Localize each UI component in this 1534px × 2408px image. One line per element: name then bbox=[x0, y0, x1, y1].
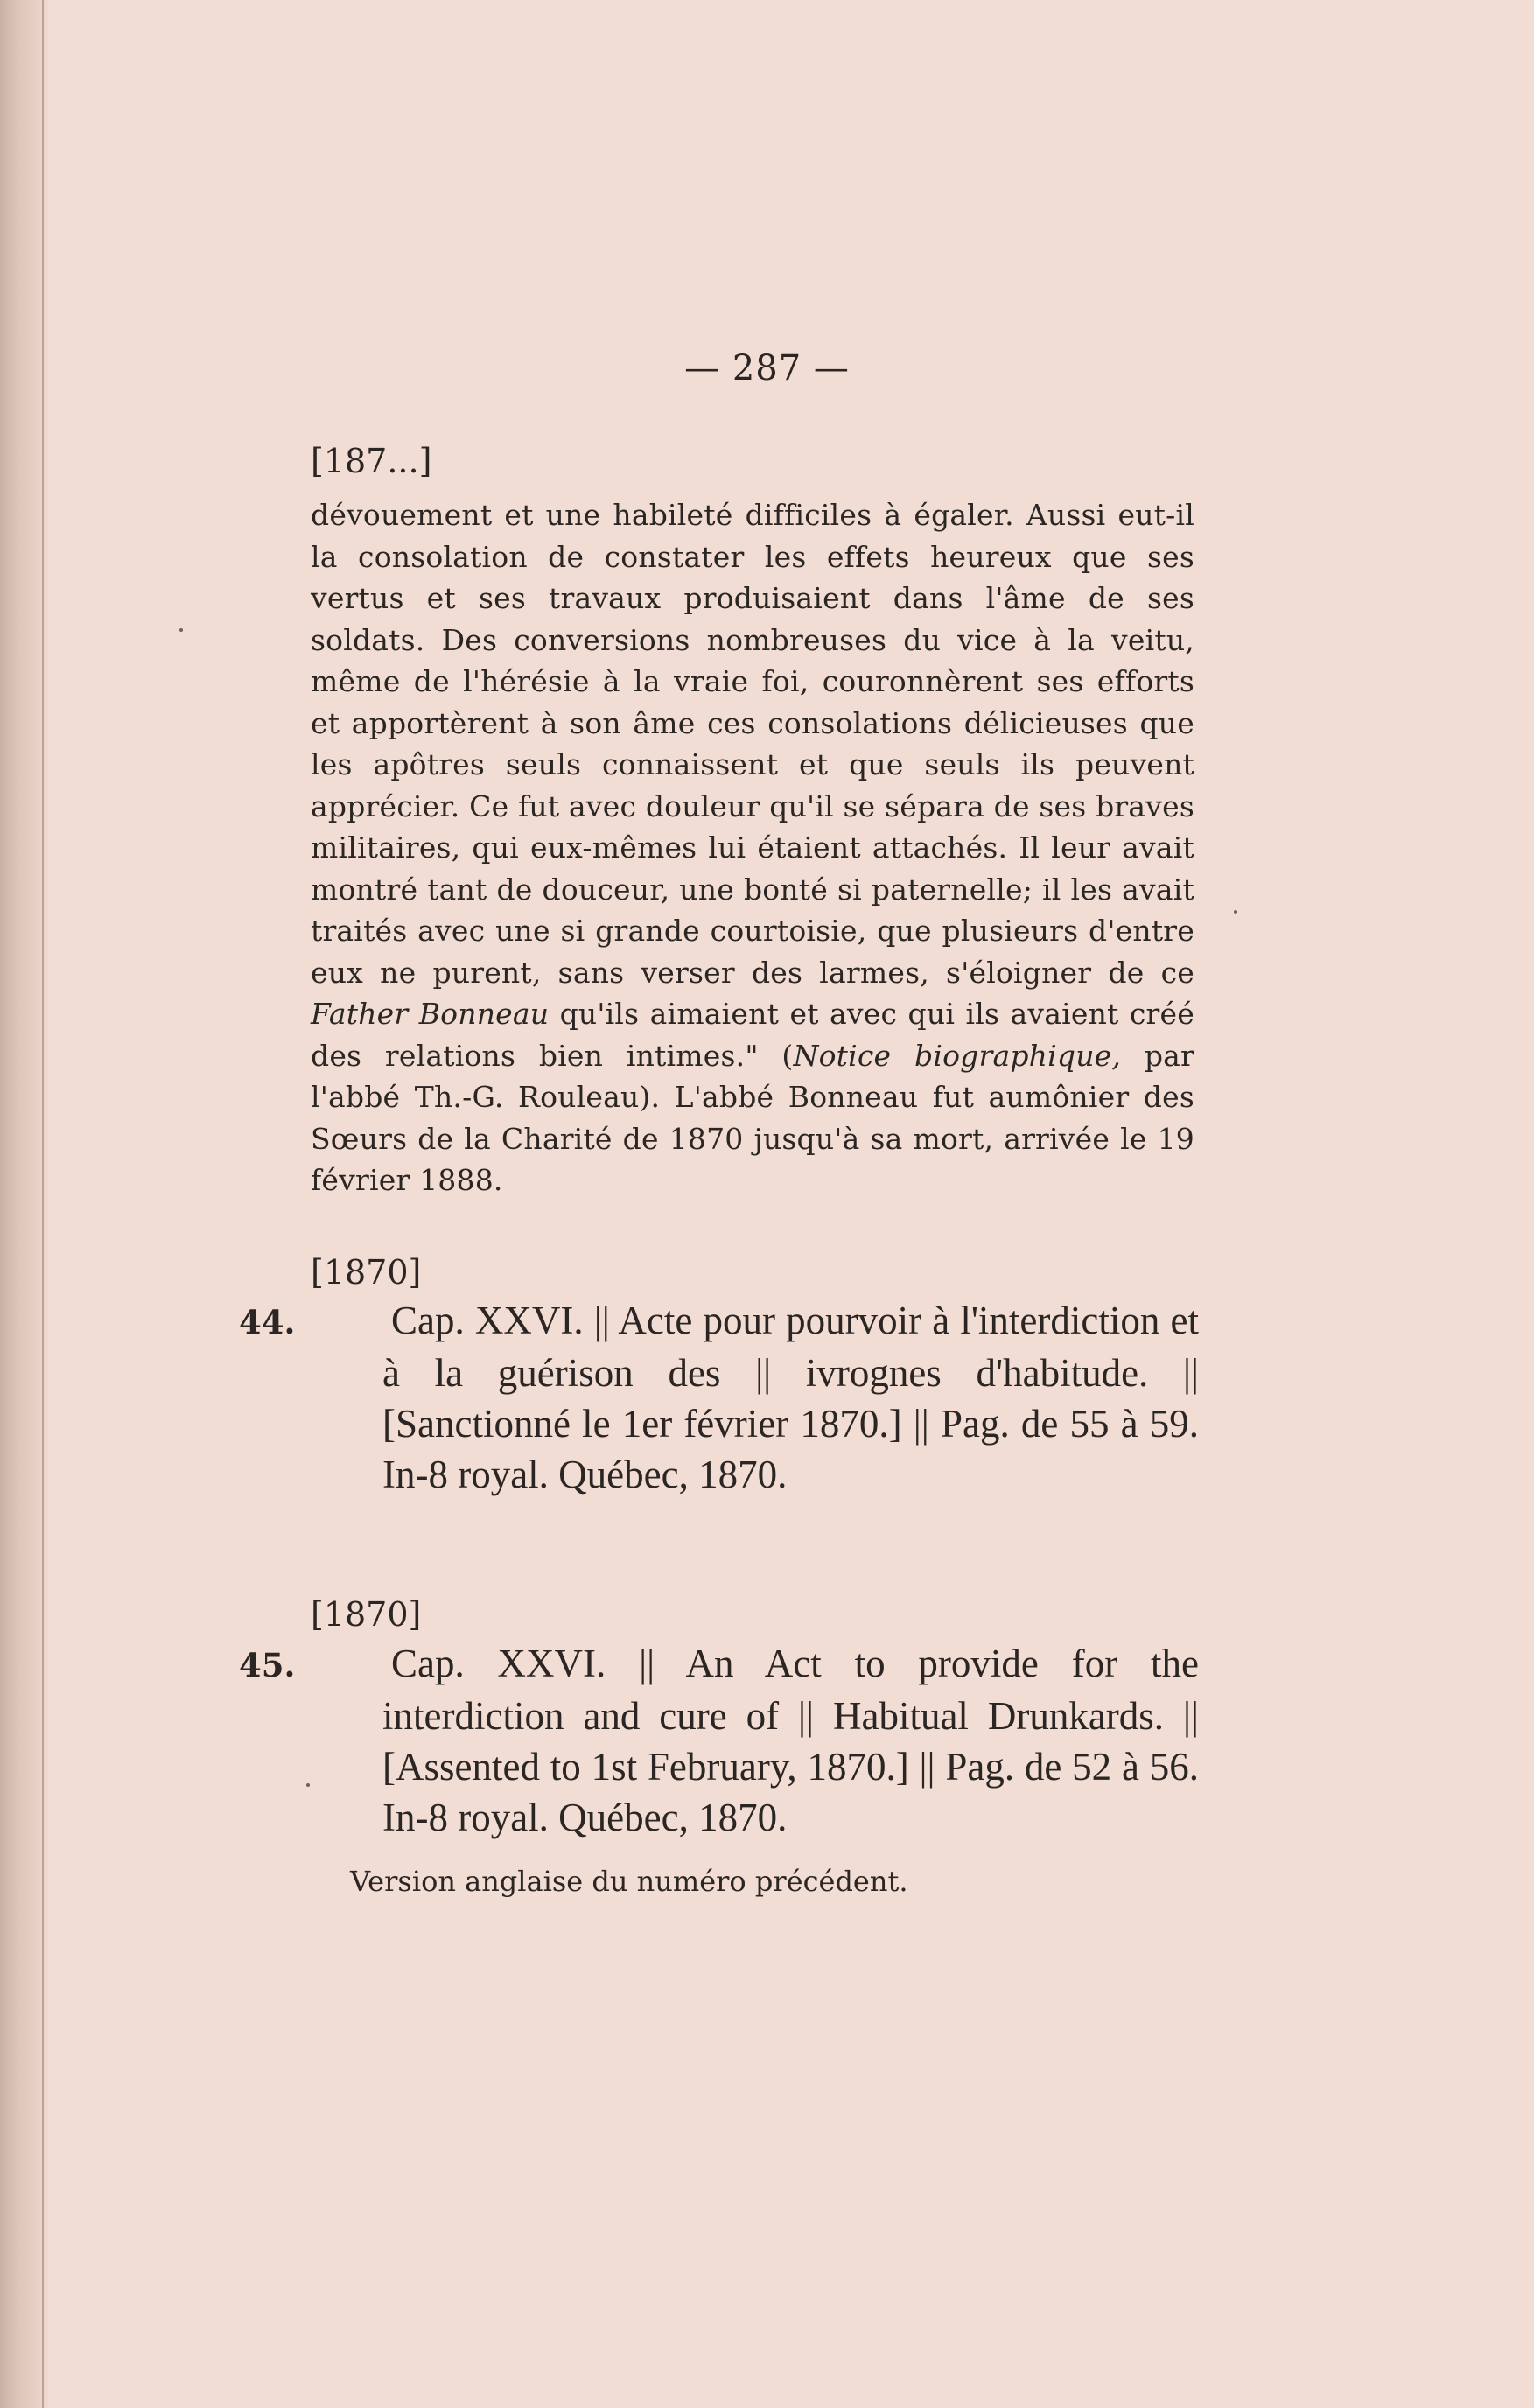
entry-44 bbox=[239, 1295, 1199, 1500]
entry-45 bbox=[239, 1638, 1199, 1843]
paper-speck bbox=[306, 1783, 310, 1787]
page-number: — 287 — bbox=[684, 348, 850, 388]
entry-45-date-bracket: [1870] bbox=[311, 1595, 422, 1634]
entry-45-text: Cap. XXVI. || An Act to provide for the interdiction and cure of || Habitual Drunkards. || [Assented to 1st February, 1870.] || Pag. de 52 à 56. In-8 royal. Québec, 1870. bbox=[382, 1642, 1199, 1839]
notice-text-part-1: dévouement et une habileté difficiles à égaler. Aussi eut-il la consolation de constater les effets heureux que ses vertus et ses travaux produisaient dans l'âme de ses soldats. Des conversions nombreuses du vice à la veitu, même de l'hérésie à la vraie foi, couronnèrent ses efforts et apportèrent à son âme ces consolations délicieuses que les apôtres seuls connaissent et que seuls ils peuvent apprécier. Ce fut avec douleur qu'il se sépara de ses braves militaires, qui eux-mêmes lui étaient attachés. Il leur avait montré tant de douceur, une bonté si paternelle; il les avait traités avec une si grande courtoisie, que plusieurs d'entre eux ne purent, sans verser des larmes, s'éloigner de ce bbox=[311, 498, 1194, 990]
paper-speck bbox=[179, 628, 183, 632]
notice-italic-source: Notice biographique, bbox=[793, 1038, 1122, 1073]
entry-44-text: Cap. XXVI. || Acte pour pourvoir à l'interdiction et à la guérison des || ivrognes d'habitude. || [Sanctionné le 1er février 1870.] || Pag. de 55 à 59. In-8 royal. Québec, 1870. bbox=[382, 1298, 1199, 1496]
entry-45-body bbox=[239, 1638, 1199, 1843]
notice-italic-father-bonneau: Father Bonneau bbox=[311, 997, 550, 1031]
entry-44-body bbox=[239, 1295, 1199, 1500]
notice-text-part-2: qu'ils aimaient et avec qui ils avaient créé des relations bien intimes." ( bbox=[311, 997, 1194, 1073]
notice-text-part-3: par l'abbé Th.-G. Rouleau). L'abbé Bonneau fut aumônier des Sœurs de la Charité de 1870 jusqu'à sa mort, arrivée le 19 février 1888. bbox=[311, 1038, 1194, 1197]
biographical-notice bbox=[311, 494, 1194, 1201]
header-date-bracket: [187...] bbox=[311, 442, 432, 480]
entry-45-number: 45. bbox=[239, 1646, 296, 1684]
paper-speck bbox=[1234, 910, 1237, 914]
entry-45-note: Version anglaise du numéro précédent. bbox=[350, 1865, 908, 1898]
entry-44-number: 44. bbox=[239, 1303, 296, 1341]
entry-44-date-bracket: [1870] bbox=[311, 1253, 422, 1292]
